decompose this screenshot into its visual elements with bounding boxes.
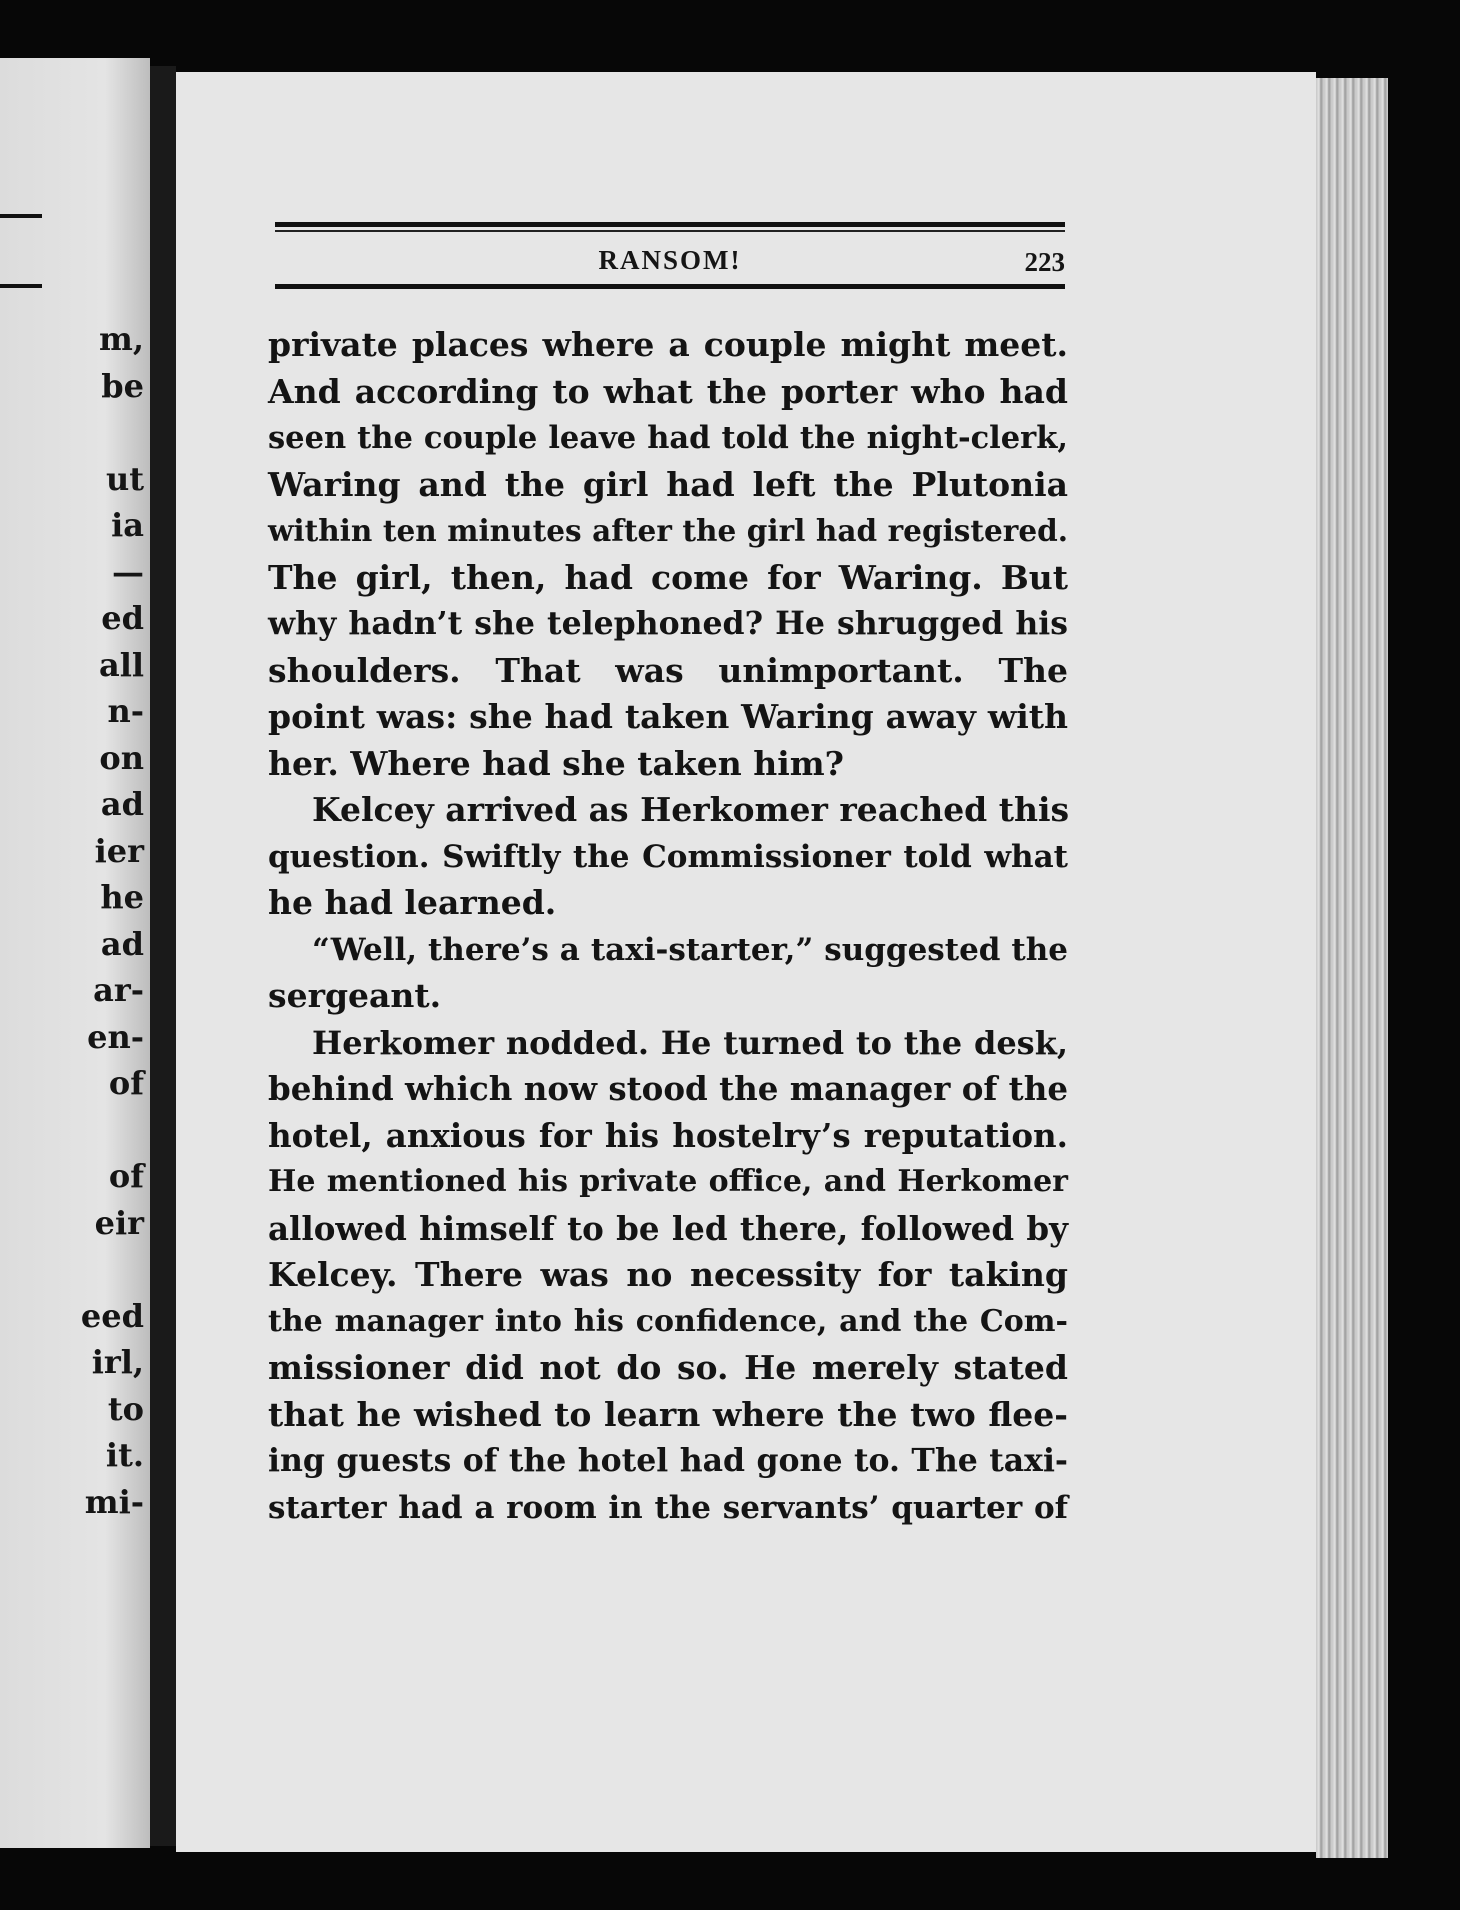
previous-page-fragment: irl, xyxy=(91,1343,144,1381)
previous-page-fragment: eir xyxy=(94,1203,144,1242)
previous-page-fragment: en- xyxy=(87,1017,144,1056)
text-line: And according to what the porter who had xyxy=(268,371,1068,411)
header-top-rule xyxy=(275,222,1065,227)
previous-page-fragment: ad xyxy=(100,785,144,823)
previous-page-fragment: of xyxy=(108,1064,144,1102)
previous-page-fragment: ad xyxy=(100,924,144,963)
previous-page-rule xyxy=(0,214,42,218)
previous-page-fragment: n- xyxy=(107,692,144,730)
previous-page-fragment: be xyxy=(101,366,144,405)
page-number: 223 xyxy=(1024,247,1065,277)
text-line: Waring and the girl had left the Plutonia xyxy=(268,464,1068,504)
text-line: “Well, there’s a taxi-starter,” suggested the xyxy=(312,931,1068,968)
text-line: Kelcey arrived as Herkomer reached this xyxy=(312,790,1070,829)
text-line: why hadn’t she telephoned? He shrugged his xyxy=(268,605,1068,642)
text-line: he had learned. xyxy=(268,883,557,922)
text-line: behind which now stood the manager of the xyxy=(268,1069,1068,1108)
previous-page-fragment: ier xyxy=(94,831,144,870)
running-head: RANSOM! xyxy=(598,245,742,275)
previous-page-fragment: he xyxy=(100,878,144,916)
text-line: He mentioned his private office, and Herkomer xyxy=(268,1164,1068,1199)
previous-page-fragment: ed xyxy=(101,599,144,637)
text-line: Kelcey. There was no necessity for taking xyxy=(268,1255,1068,1294)
previous-page-fragment: m, xyxy=(99,320,144,358)
previous-page xyxy=(0,58,150,1848)
previous-page-fragment: to xyxy=(107,1389,144,1428)
text-line: within ten minutes after the girl had registered. xyxy=(268,513,1068,548)
text-line: shoulders. That was unimportant. The xyxy=(268,650,1068,690)
previous-page-fragment: ia xyxy=(111,506,144,544)
text-line: allowed himself to be led there, followed by xyxy=(268,1208,1068,1248)
previous-page-fragment: eed xyxy=(80,1296,144,1335)
text-line: that he wished to learn where the two flee- xyxy=(268,1394,1068,1434)
book-gutter xyxy=(150,66,176,1846)
text-line: the manager into his confidence, and the Com- xyxy=(268,1303,1068,1339)
text-line: seen the couple leave had told the night-clerk, xyxy=(268,420,1068,456)
header-top-rule-thin xyxy=(275,230,1065,232)
header-bottom-rule xyxy=(275,284,1065,289)
text-line: starter had a room in the servants’ quarter of xyxy=(268,1489,1068,1526)
text-line: missioner did not do so. He merely stated xyxy=(268,1348,1068,1387)
text-line: her. Where had she taken him? xyxy=(268,743,844,783)
previous-page-fragment: all xyxy=(98,645,144,684)
page-edges xyxy=(1316,78,1388,1858)
page-header xyxy=(275,222,1065,292)
text-line: The girl, then, had come for Waring. But xyxy=(268,557,1068,597)
previous-page-rule xyxy=(0,284,42,288)
previous-page-fragment: ar- xyxy=(93,971,144,1009)
text-line: private places where a couple might meet. xyxy=(268,325,1068,364)
previous-page-fragment: on xyxy=(99,738,144,777)
text-line: sergeant. xyxy=(268,976,442,1015)
text-line: question. Swiftly the Commissioner told what xyxy=(268,838,1068,875)
previous-page-fragment: it. xyxy=(105,1436,144,1474)
previous-page-fragment: of xyxy=(108,1157,144,1195)
text-line: Herkomer nodded. He turned to the desk, xyxy=(312,1023,1068,1062)
previous-page-fragment: ut xyxy=(105,459,144,498)
previous-page-fragment: — xyxy=(112,552,144,591)
text-line: ing guests of the hotel had gone to. The taxi- xyxy=(268,1442,1068,1479)
body-text xyxy=(268,322,1068,1531)
text-line: hotel, anxious for his hostelry’s reputation. xyxy=(268,1115,1068,1155)
text-line: point was: she had taken Waring away with xyxy=(268,697,1068,736)
previous-page-fragment: mi- xyxy=(84,1482,144,1521)
